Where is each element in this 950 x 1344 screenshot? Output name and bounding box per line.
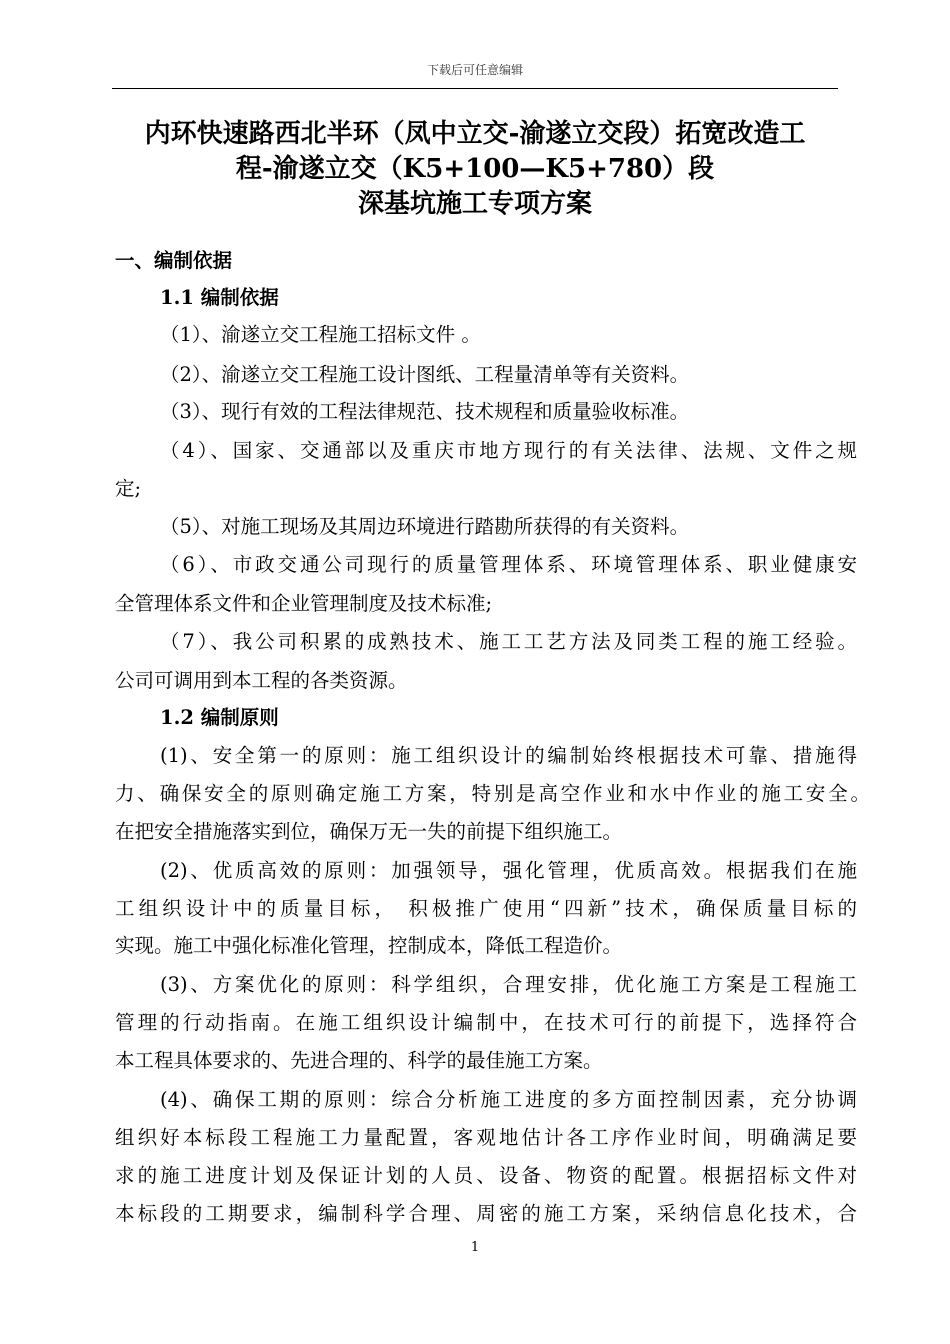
paragraph-line: 全管理体系文件和企业管理制度及技术标准; bbox=[115, 592, 493, 615]
paragraph-line: 工组织设计中的质量目标， 积极推广使用“四新”技术，确保质量目标的 bbox=[115, 897, 857, 920]
subsection-heading: 1.2 编制原则 bbox=[160, 706, 279, 729]
paragraph-line: 求的施工进度计划及保证计划的人员、设备、物资的配置。根据招标文件对 bbox=[115, 1164, 857, 1187]
paragraph-line: （4）、国家、交通部以及重庆市地方现行的有关法律、法规、文件之规 bbox=[160, 439, 857, 462]
paragraph-line: 公司可调用到本工程的各类资源。 bbox=[115, 669, 408, 692]
paragraph-line: （1）、渝遂立交工程施工招标文件 。 bbox=[160, 323, 481, 346]
document-title-line-1: 内环快速路西北半环（凤中立交-渝遂立交段）拓宽改造工 bbox=[144, 119, 806, 149]
page-header: 下载后可任意编辑 bbox=[426, 63, 523, 77]
document-title-line-2: 程-渝遂立交（K5+100—K5+780）段 bbox=[235, 154, 715, 184]
paragraph-line: 定; bbox=[115, 477, 142, 500]
paragraph-line: 在把安全措施落实到位，确保万无一失的前提下组织施工。 bbox=[115, 820, 623, 843]
document-title-line-3: 深基坑施工专项方案 bbox=[357, 189, 592, 219]
paragraph-line: 本标段的工期要求，编制科学合理、周密的施工方案，采纳信息化技术，合 bbox=[115, 1202, 857, 1225]
paragraph-line: 实现。施工中强化标准化管理，控制成本，降低工程造价。 bbox=[115, 934, 623, 957]
paragraph-line: （7）、我公司积累的成熟技术、施工工艺方法及同类工程的施工经验。 bbox=[160, 630, 857, 653]
header-divider bbox=[112, 88, 838, 89]
paragraph-line: （5）、对施工现场及其周边环境进行踏勘所获得的有关资料。 bbox=[160, 515, 690, 538]
paragraph-line: (1)、安全第一的原则：施工组织设计的编制始终根据技术可靠、措施得 bbox=[160, 744, 857, 767]
paragraph-line: （2）、渝遂立交工程施工设计图纸、工程量清单等有关资料。 bbox=[160, 363, 690, 386]
page-number: 1 bbox=[470, 1240, 480, 1255]
paragraph-line: (4)、确保工期的原则：综合分析施工进度的多方面控制因素，充分协调 bbox=[160, 1088, 857, 1111]
section-heading: 一、编制依据 bbox=[115, 249, 233, 272]
paragraph-line: (3)、方案优化的原则：科学组织，合理安排，优化施工方案是工程施工 bbox=[160, 973, 857, 996]
paragraph-line: 管理的行动指南。在施工组织设计编制中，在技术可行的前提下，选择符合 bbox=[115, 1011, 857, 1034]
paragraph-line: （6）、市政交通公司现行的质量管理体系、环境管理体系、职业健康安 bbox=[160, 553, 857, 576]
paragraph-line: 力、确保安全的原则确定施工方案，特别是高空作业和水中作业的施工安全。 bbox=[115, 782, 870, 805]
paragraph-line: 本工程具体要求的、先进合理的、科学的最佳施工方案。 bbox=[115, 1049, 603, 1072]
paragraph-line: (2)、优质高效的原则：加强领导，强化管理，优质高效。根据我们在施 bbox=[160, 859, 857, 882]
subsection-heading: 1.1 编制依据 bbox=[160, 286, 279, 309]
paragraph-line: （3）、现行有效的工程法律规范、技术规程和质量验收标准。 bbox=[160, 400, 690, 423]
paragraph-line: 组织好本标段工程施工力量配置，客观地估计各工序作业时间，明确满足要 bbox=[115, 1126, 857, 1149]
